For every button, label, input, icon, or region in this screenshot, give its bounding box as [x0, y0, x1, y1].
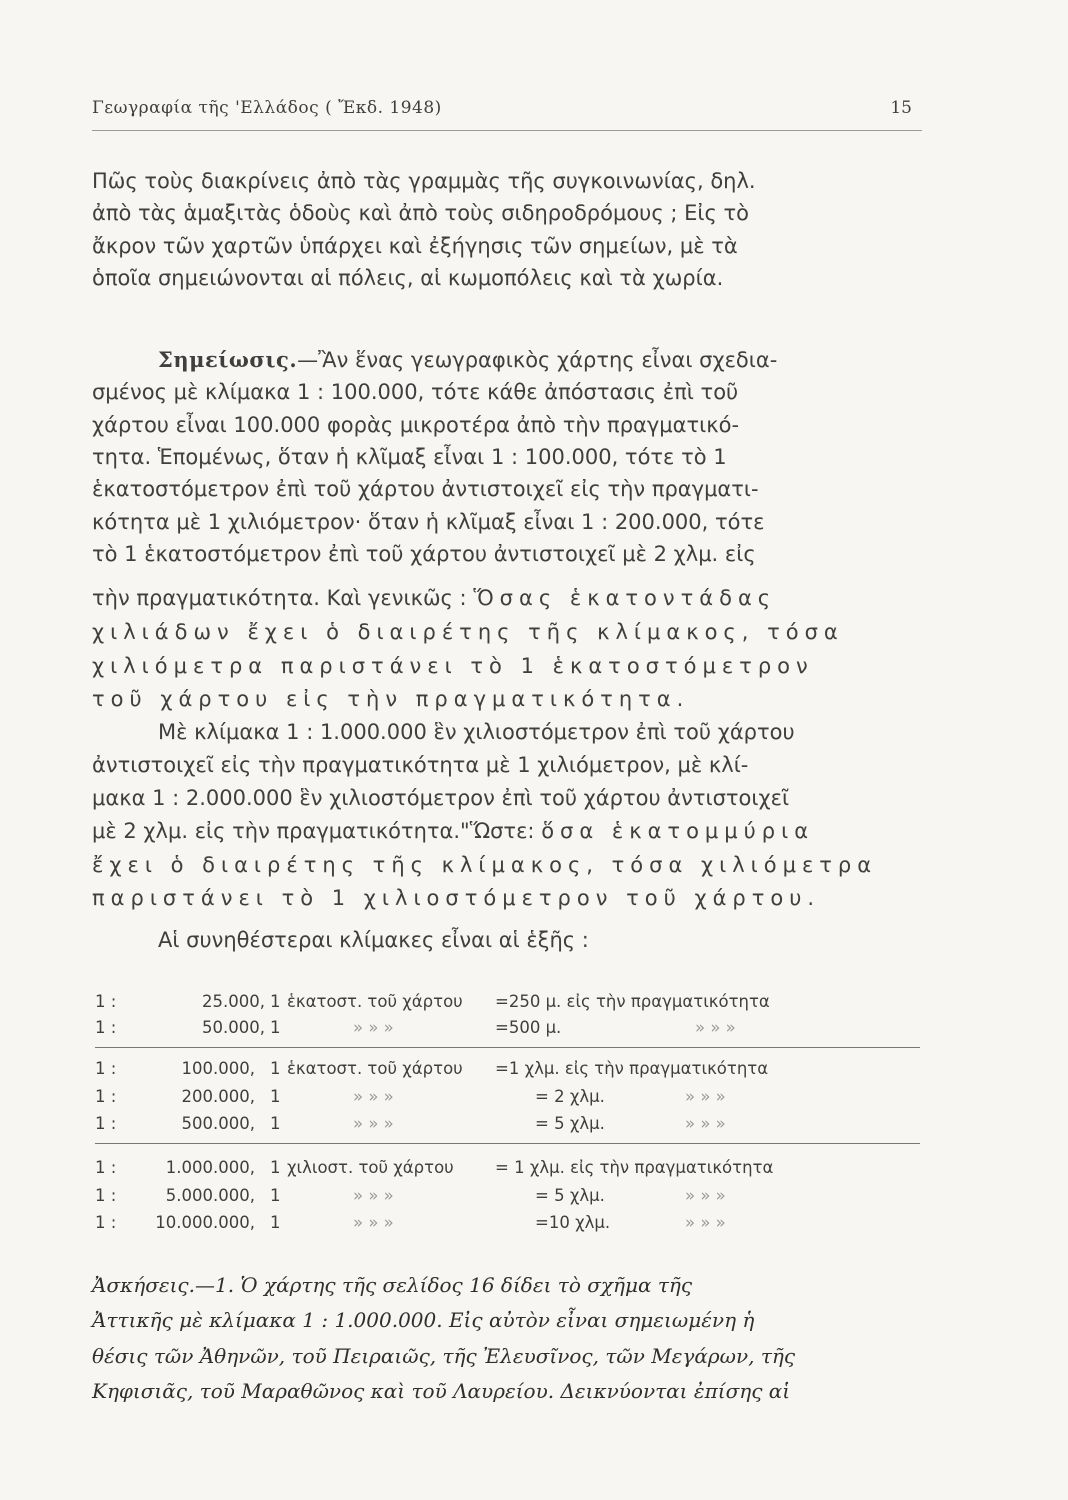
- ditto-marks: » » »: [685, 1114, 726, 1133]
- ratio-cell: 1 :: [95, 1186, 117, 1205]
- ditto-marks: » » »: [353, 1213, 394, 1232]
- equivalence-cell: = 5 χλμ.: [535, 1114, 605, 1133]
- table-divider: [95, 1143, 920, 1144]
- note-line: σμένος μὲ κλίμακα 1 : 100.000, τότε κάθε ἀπόστασις ἐπὶ τοῦ: [92, 380, 739, 404]
- note-heading: Σημείωσις.: [158, 347, 298, 372]
- table-divider: [95, 1047, 920, 1048]
- unit-count-cell: 1: [270, 1059, 281, 1078]
- ratio-cell: 1 :: [95, 1018, 117, 1037]
- note-line: χάρτου εἶναι 100.000 φορὰς μικροτέρα ἀπὸ τὴν πραγματικό-: [92, 413, 740, 437]
- denominator-cell: 1.000.000,: [165, 1158, 255, 1177]
- exercise-line: Κηφισιᾶς, τοῦ Μαραθῶνος καὶ τοῦ Λαυρείου. Δεικνύονται ἐπίσης αἱ: [92, 1379, 791, 1403]
- paragraph-line: ἀπὸ τὰς ἁμαξιτὰς ὁδοὺς καὶ ἀπὸ τοὺς σιδηροδρόμους ; Εἰς τὸ: [92, 201, 749, 225]
- equivalence-cell: = 2 χλμ.: [535, 1087, 605, 1106]
- ratio-cell: 1 :: [95, 1087, 117, 1106]
- denominator-cell: 10.000.000,: [155, 1213, 255, 1232]
- ditto-marks: » » »: [685, 1186, 726, 1205]
- exercise-line: Ἀσκήσεις.—1. Ὁ χάρτης τῆς σελίδος 16 δίδει τὸ σχῆμα τῆς: [92, 1273, 693, 1297]
- ratio-cell: 1 :: [95, 1114, 117, 1133]
- ratio-cell: 1 :: [95, 1158, 117, 1177]
- ditto-marks: » » »: [353, 1087, 394, 1106]
- ditto-marks: » » »: [685, 1213, 726, 1232]
- unit-count-cell: 1: [270, 1087, 281, 1106]
- ratio-cell: 1 :: [95, 992, 117, 1011]
- unit-count-cell: 1: [270, 1186, 281, 1205]
- note-text: —Ἂν ἕνας γεωγραφικὸς χάρτης εἶναι σχεδια-: [297, 348, 778, 372]
- note-first-line: [158, 344, 920, 376]
- paragraph-line-with-rule: [92, 816, 920, 847]
- denominator-cell: 200.000,: [181, 1087, 255, 1106]
- denominator-cell: 5.000.000,: [165, 1186, 255, 1205]
- note-line: ἑκατοστόμετρον ἐπὶ τοῦ χάρτου ἀντιστοιχεῖ εἰς τὴν πραγματι-: [92, 477, 759, 501]
- table-intro: Αἱ συνηθέστεραι κλίμακες εἶναι αἱ ἑξῆς :: [158, 928, 589, 952]
- ratio-cell: 1 :: [95, 1059, 117, 1078]
- equivalence-cell: =10 χλμ.: [535, 1213, 611, 1232]
- note-line: τὸ 1 ἑκατοστόμετρον ἐπὶ τοῦ χάρτου ἀντιστοιχεῖ μὲ 2 χλμ. εἰς: [92, 542, 756, 566]
- unit-cell: ἑκατοστ. τοῦ χάρτου: [287, 1059, 463, 1078]
- note-line: τητα. Ἑπομένως, ὅταν ἡ κλῖμαξ εἶναι 1 : 100.000, τότε τὸ 1: [92, 445, 727, 469]
- paragraph-line: ἀντιστοιχεῖ εἰς τὴν πραγματικότητα μὲ 1 χιλιόμετρον, μὲ κλί-: [92, 753, 749, 777]
- unit-count-cell: 1: [270, 1213, 281, 1232]
- running-header: [92, 98, 912, 126]
- rule-line: χιλιόμετρα παριστάνει τὸ 1 ἑκατοστόμετρον: [92, 654, 814, 678]
- ditto-marks: » » »: [353, 1186, 394, 1205]
- rule-line: χιλιάδων ἔχει ὁ διαιρέτης τῆς κλίμακος, τόσα: [92, 620, 844, 644]
- paragraph-line: Πῶς τοὺς διακρίνεις ἀπὸ τὰς γραμμὰς τῆς συγκοινωνίας, δηλ.: [92, 169, 756, 193]
- ratio-cell: 1 :: [95, 1213, 117, 1232]
- unit-count-cell: 1: [270, 1114, 281, 1133]
- note-line: κότητα μὲ 1 χιλιόμετρον· ὅταν ἡ κλῖμαξ εἶναι 1 : 200.000, τότε: [92, 510, 765, 534]
- unit-cell: χιλιοστ. τοῦ χάρτου: [287, 1158, 454, 1177]
- page-number: 15: [890, 98, 912, 118]
- denominator-cell: 50.000,: [202, 1018, 265, 1037]
- ditto-marks: » » »: [353, 1114, 394, 1133]
- unit-count-cell: 1: [270, 1158, 281, 1177]
- rule-line: παριστάνει τὸ 1 χιλιοστόμετρον τοῦ χάρτου.: [92, 886, 821, 910]
- equivalence-cell: =250 μ. εἰς τὴν πραγματικότητα: [495, 992, 770, 1011]
- note-text: τὴν πραγματικότητα. Καὶ γενικῶς :: [92, 586, 467, 610]
- unit-count-cell: 1: [270, 1018, 281, 1037]
- unit-count-cell: 1: [270, 992, 281, 1011]
- paragraph-line: μακα 1 : 2.000.000 ἓν χιλιοστόμετρον ἐπὶ τοῦ χάρτου ἀντιστοιχεῖ: [92, 786, 790, 810]
- rule-line: ἔχει ὁ διαιρέτης τῆς κλίμακος, τόσα χιλιόμετρα: [92, 853, 878, 877]
- exercise-line: Ἀττικῆς μὲ κλίμακα 1 : 1.000.000. Εἰς αὐτὸν εἶναι σημειωμένη ἡ: [92, 1308, 755, 1332]
- unit-cell: ἑκατοστ. τοῦ χάρτου: [287, 992, 463, 1011]
- paragraph-line: ἄκρον τῶν χαρτῶν ὑπάρχει καὶ ἐξήγησις τῶν σημείων, μὲ τὰ: [92, 234, 738, 258]
- equivalence-cell: =500 μ.: [495, 1018, 562, 1037]
- paragraph-line: Μὲ κλίμακα 1 : 1.000.000 ἓν χιλιοστόμετρον ἐπὶ τοῦ χάρτου: [158, 720, 795, 744]
- paragraph-text: μὲ 2 χλμ. εἰς τὴν πραγματικότητα."Ὥστε:: [92, 819, 535, 843]
- denominator-cell: 100.000,: [181, 1059, 255, 1078]
- equivalence-cell: = 1 χλμ. εἰς τὴν πραγματικότητα: [495, 1158, 774, 1177]
- paragraph-line: ὁποῖα σημειώνονται αἱ πόλεις, αἱ κωμοπόλεις καὶ τὰ χωρία.: [92, 266, 724, 290]
- note-line-with-rule: [92, 583, 920, 614]
- header-divider: [92, 130, 922, 131]
- ditto-marks: » » »: [353, 1018, 394, 1037]
- rule-line: τοῦ χάρτου εἰς τὴν πραγματικότητα.: [92, 687, 690, 711]
- denominator-cell: 500.000,: [181, 1114, 255, 1133]
- denominator-cell: 25.000,: [202, 992, 265, 1011]
- equivalence-cell: =1 χλμ. εἰς τὴν πραγματικότητα: [495, 1059, 769, 1078]
- running-title: Γεωγραφία τῆς 'Ελλάδος ( Ἔκδ. 1948): [92, 98, 442, 118]
- ditto-marks: » » »: [695, 1018, 736, 1037]
- ditto-marks: » » »: [685, 1087, 726, 1106]
- rule-text: ὅσα ἑκατομμύρια: [541, 819, 815, 843]
- rule-text: Ὅσας ἑκατοντάδας: [473, 586, 777, 610]
- exercise-line: θέσις τῶν Ἀθηνῶν, τοῦ Πειραιῶς, τῆς Ἐλευσῖνος, τῶν Μεγάρων, τῆς: [92, 1344, 796, 1368]
- equivalence-cell: = 5 χλμ.: [535, 1186, 605, 1205]
